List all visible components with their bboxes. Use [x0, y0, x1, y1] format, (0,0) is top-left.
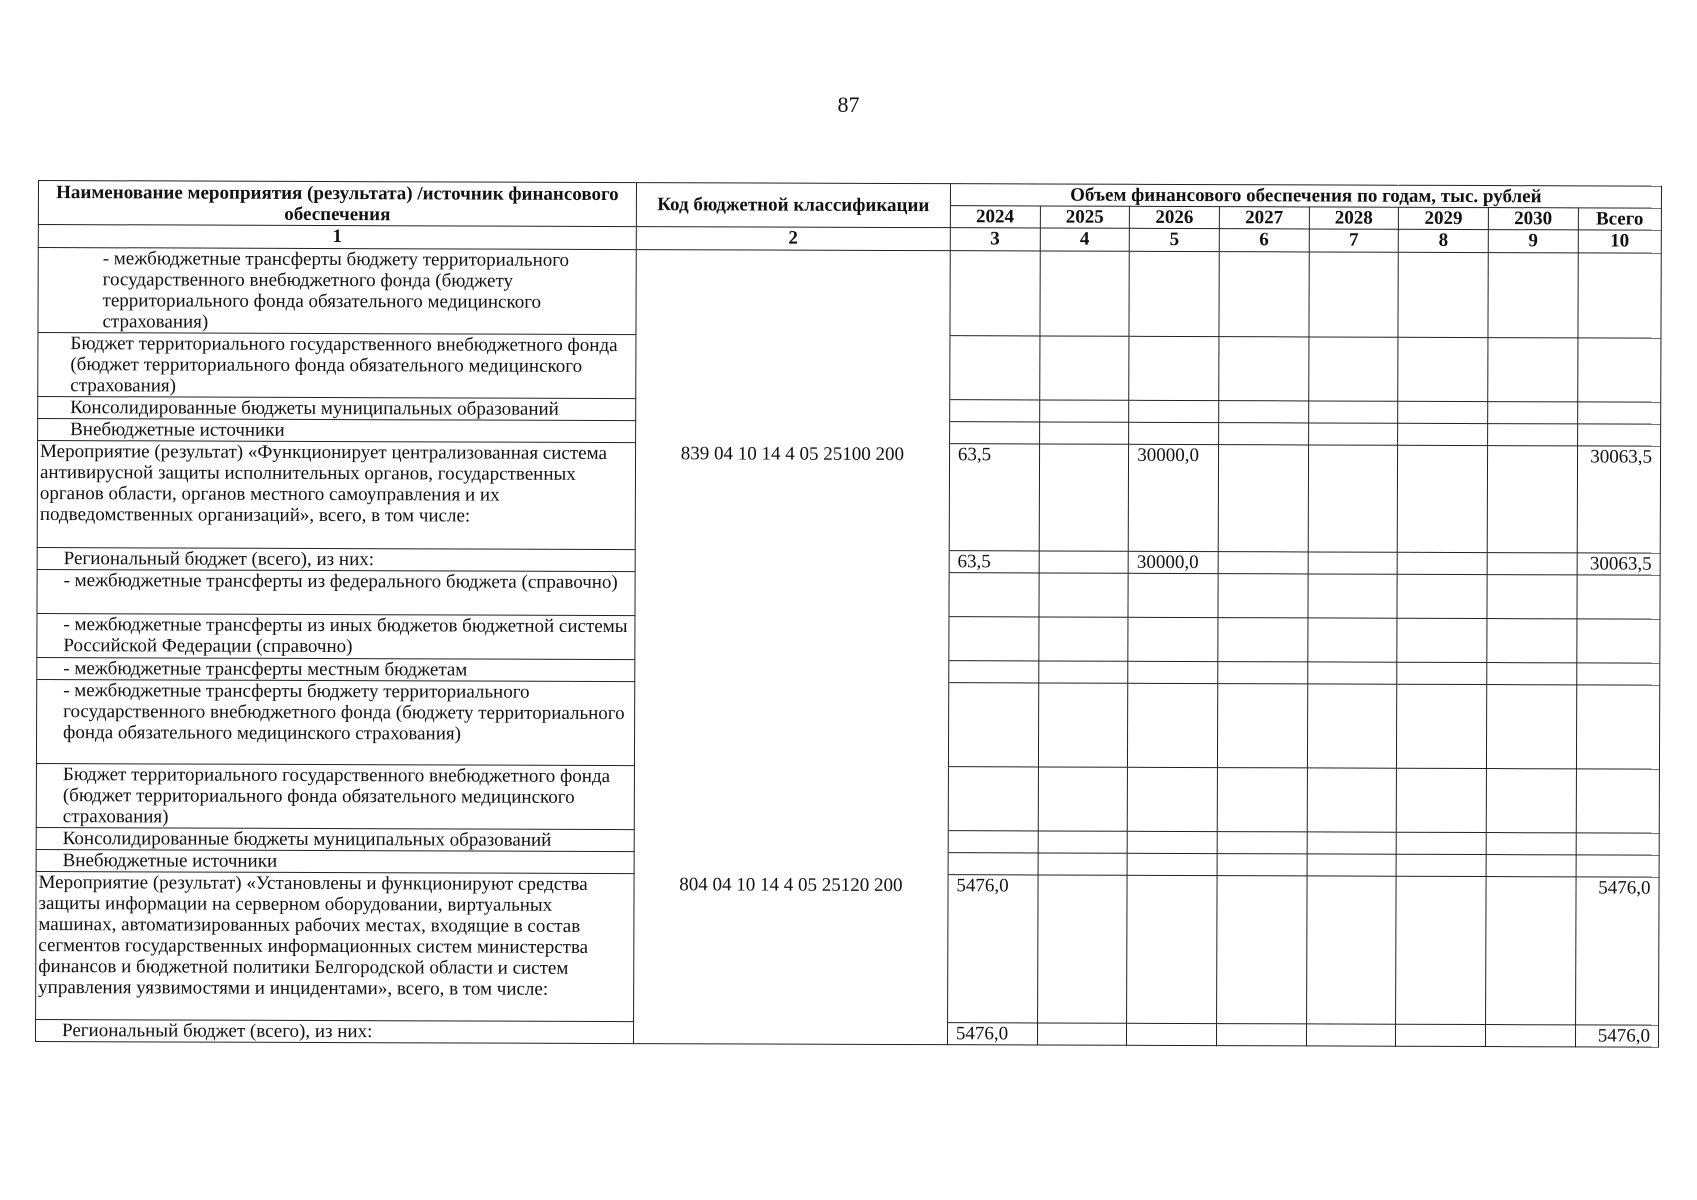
- value-total: [1578, 253, 1662, 338]
- value-total: [1576, 833, 1659, 855]
- row-name: Бюджет территориального государственного внебюджетного фонда (бюджет территориального фонда обязательного медицинского страхования): [36, 763, 634, 829]
- row-name: Региональный бюджет (всего), из них:: [35, 1019, 633, 1043]
- row-code: [635, 550, 949, 573]
- header-year-2027: 2027: [1219, 207, 1309, 229]
- row-name: - межбюджетные трансферты бюджету территориального государственного внебюджетного фонда (бюджету территориального фонда обязательного медицинского страхования): [38, 248, 636, 335]
- row-code: [635, 616, 949, 661]
- value-total: [1577, 338, 1661, 402]
- value-total: 30063,5: [1577, 446, 1661, 553]
- value-2024: 5476,0: [947, 875, 1037, 1023]
- value-total: 5476,0: [1575, 1025, 1658, 1047]
- col-number: 5: [1129, 228, 1219, 251]
- row-code: [634, 682, 948, 767]
- value-2024: [949, 573, 1039, 617]
- value-2026: 30000,0: [1128, 444, 1218, 551]
- row-name: Мероприятие (результат) «Установлены и функционируют средства защиты информации на серверном оборудовании, виртуальных машинах, автоматизированных рабочих местах, входящие в состав сегментов государственных информационных систем министерства финансов и бюджетной политики Белгородской области и систем управления уязвимостями и инцидентами», всего, в том числе:: [36, 871, 634, 1021]
- value-2024: [949, 400, 1039, 422]
- header-volume-title: Объем финансового обеспечения по годам, тыс. рублей: [950, 184, 1661, 208]
- table-row: [36, 763, 1659, 833]
- table-row: [35, 1019, 1658, 1047]
- financing-table: [35, 180, 1662, 1048]
- row-code: [635, 572, 949, 617]
- value-2026: [1129, 336, 1219, 400]
- row-name: - межбюджетные трансферты бюджету территориального государственного внебюджетного фонда (бюджету территориального фонда обязательного медицинского страхования): [36, 679, 634, 765]
- header-total: Всего: [1578, 208, 1661, 230]
- header-year-2024: 2024: [950, 206, 1040, 228]
- value-2024: [949, 422, 1039, 444]
- value-total: [1577, 575, 1661, 619]
- row-code: 804 04 10 14 4 05 25120 200: [633, 874, 947, 1023]
- value-2026: [1127, 831, 1217, 853]
- header-code-column: Код бюджетной классификации: [636, 183, 950, 228]
- table-row: [37, 441, 1660, 554]
- value-2026: [1128, 661, 1218, 683]
- row-code: [634, 852, 948, 875]
- value-2024: [948, 683, 1038, 767]
- col-number: 7: [1309, 229, 1399, 252]
- row-code: [633, 1022, 947, 1045]
- row-code: [636, 421, 950, 444]
- value-2024: [948, 831, 1038, 853]
- table-row: [36, 679, 1659, 769]
- header-year-2030: 2030: [1488, 208, 1578, 230]
- col-number: 4: [1040, 228, 1130, 251]
- value-2024: 63,5: [949, 551, 1039, 573]
- value-2026: 30000,0: [1128, 551, 1218, 573]
- row-code: [636, 399, 950, 422]
- value-total: [1576, 619, 1660, 663]
- header-year-2025: 2025: [1040, 206, 1130, 228]
- value-total: [1576, 663, 1659, 685]
- col-number: 6: [1219, 229, 1309, 252]
- table-row: [36, 871, 1660, 1025]
- row-name: Консолидированные бюджеты муниципальных образований: [36, 827, 634, 851]
- col-number: 10: [1578, 230, 1661, 253]
- row-code: [635, 660, 949, 683]
- value-2024: [950, 251, 1040, 336]
- row-name: - межбюджетные трансферты местным бюджетам: [37, 657, 635, 681]
- row-code: [634, 766, 948, 831]
- row-code: [634, 830, 948, 853]
- value-2026: [1128, 617, 1218, 661]
- value-total: [1576, 685, 1660, 769]
- row-name: Внебюджетные источники: [36, 849, 634, 873]
- value-2026: [1127, 853, 1217, 875]
- value-2026: [1129, 422, 1219, 444]
- table-row: [37, 569, 1660, 619]
- row-name: Региональный бюджет (всего), из них:: [37, 547, 635, 571]
- row-name: Консолидированные бюджеты муниципальных образований: [38, 397, 636, 421]
- value-2024: [948, 853, 1038, 875]
- col-number: 9: [1488, 230, 1578, 253]
- value-total: 5476,0: [1575, 877, 1659, 1025]
- page-number: 87: [837, 92, 860, 117]
- value-total: [1577, 402, 1660, 424]
- header-year-2029: 2029: [1399, 207, 1489, 229]
- col-number: 3: [950, 228, 1040, 251]
- col-number: 2: [636, 227, 950, 251]
- row-name: Мероприятие (результат) «Функционирует централизованная система антивирусной защиты исполнительных органов, государственных органов области, органов местного самоуправления и их подведомственных организаций», всего, в том числе:: [37, 441, 635, 550]
- table-row: [37, 613, 1660, 663]
- value-2026: [1127, 875, 1217, 1023]
- value-total: [1576, 855, 1659, 877]
- row-code: 839 04 10 14 4 05 25100 200: [635, 443, 949, 551]
- value-total: [1577, 424, 1660, 446]
- value-total: [1576, 769, 1660, 833]
- row-code: [636, 335, 950, 400]
- value-2024: [948, 767, 1038, 831]
- value-2024: 5476,0: [947, 1023, 1037, 1045]
- table-row: [38, 333, 1661, 403]
- value-total: 30063,5: [1577, 553, 1660, 575]
- col-number: 1: [38, 225, 636, 250]
- row-name: - межбюджетные трансферты из иных бюджетов бюджетной системы Российской Федерации (справочно): [37, 613, 635, 659]
- col-number: 8: [1399, 229, 1489, 252]
- value-2026: [1127, 767, 1217, 831]
- table-row: [38, 248, 1661, 339]
- value-2026: [1128, 573, 1218, 617]
- value-2024: [950, 336, 1040, 400]
- value-2026: [1127, 1023, 1217, 1045]
- value-2026: [1129, 251, 1219, 336]
- header-name-column: Наименование мероприятия (результата) /источник финансового обеспечения: [38, 181, 636, 227]
- value-2024: [949, 661, 1039, 683]
- value-2024: [949, 617, 1039, 661]
- header-year-2028: 2028: [1309, 207, 1399, 229]
- value-2026: [1128, 683, 1218, 767]
- value-2024: 63,5: [949, 444, 1039, 551]
- row-name: Бюджет территориального государственного внебюджетного фонда (бюджет территориального фонда обязательного медицинского страхования): [38, 333, 636, 399]
- row-code: [636, 250, 950, 336]
- value-2026: [1129, 400, 1219, 422]
- header-year-2026: 2026: [1130, 206, 1220, 228]
- row-name: - межбюджетные трансферты из федерального бюджета (справочно): [37, 569, 635, 615]
- row-name: Внебюджетные источники: [38, 419, 636, 443]
